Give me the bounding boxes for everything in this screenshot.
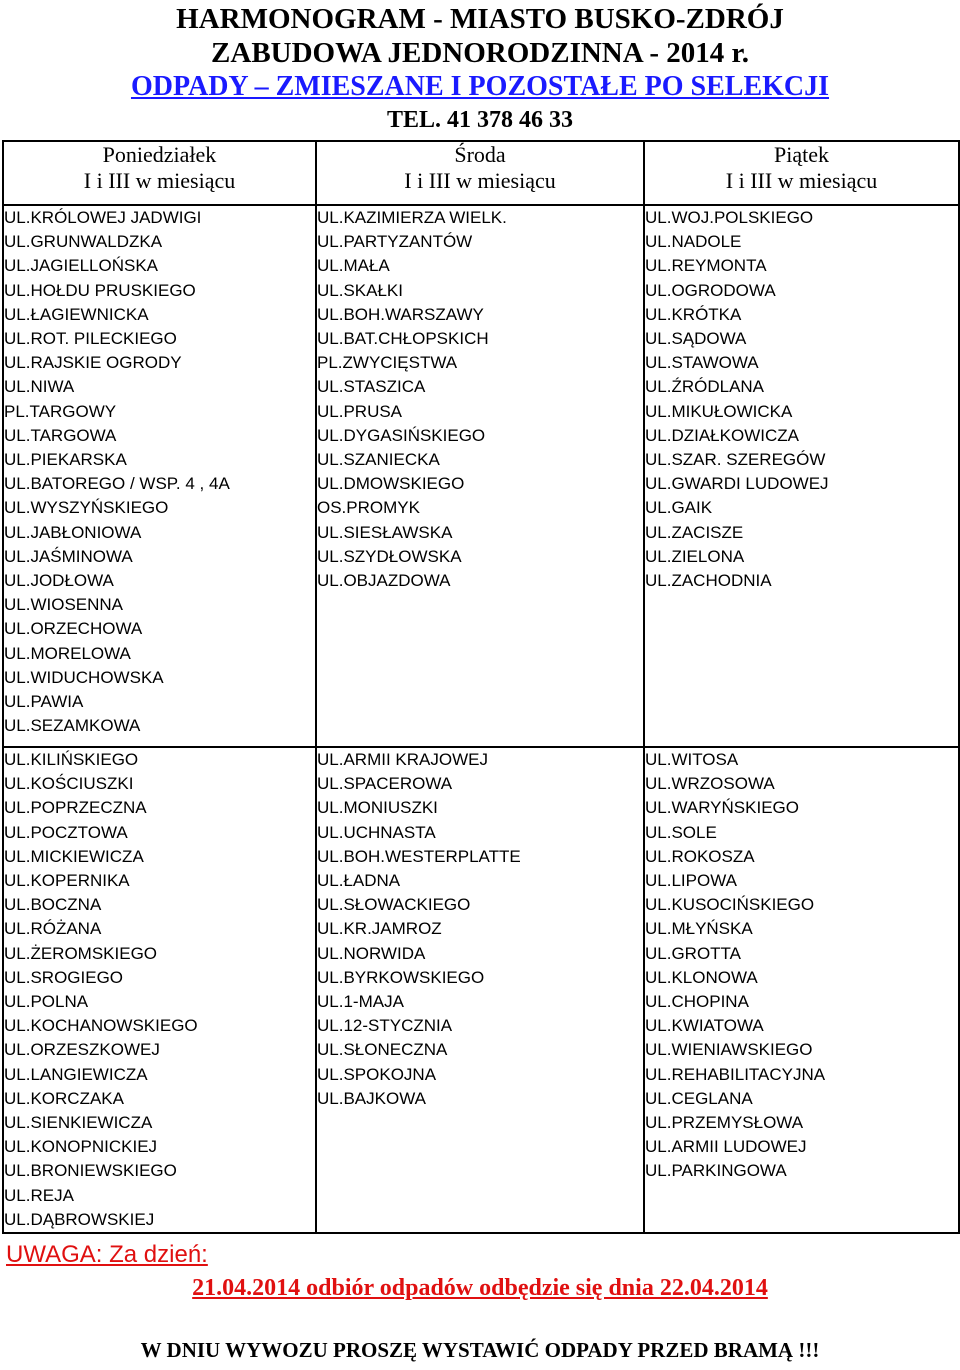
street-name: UL.ŁAGIEWNICKA — [4, 304, 149, 324]
schedule-table — [2, 140, 960, 1234]
column-header-wednesday — [316, 141, 644, 205]
street-name: UL.BOH.WESTERPLATTE — [317, 846, 521, 866]
street-name: UL.ROT. PILECKIEGO — [4, 329, 177, 349]
street-name: UL.DĄBROWSKIEJ — [4, 1209, 155, 1229]
day-name: Środa — [454, 142, 506, 167]
street-name: UL.JAŚMINOWA — [4, 546, 133, 566]
street-name: UL.KUSOCIŃSKIEGO — [645, 895, 815, 915]
column-header-friday — [644, 141, 959, 205]
street-name: UL.WIENIAWSKIEGO — [645, 1040, 813, 1060]
street-name: UL.KONOPNICKIEJ — [4, 1137, 158, 1157]
frequency-label: I i III w miesiącu — [404, 168, 556, 193]
street-name: UL.OBJAZDOWA — [317, 571, 451, 591]
street-name: UL.ŁADNA — [317, 871, 401, 891]
street-name: UL.ŻEROMSKIEGO — [4, 943, 158, 963]
street-name: UL.HOŁDU PRUSKIEGO — [4, 280, 196, 300]
street-name: UL.CEGLANA — [645, 1088, 753, 1108]
street-name: UL.SPACEROWA — [317, 774, 453, 794]
street-name: UL.ZACHODNIA — [645, 571, 772, 591]
street-name: UL.KOPERNIKA — [4, 871, 130, 891]
street-name: UL.12-STYCZNIA — [317, 1016, 453, 1036]
street-name: OS.PROMYK — [317, 498, 420, 518]
street-name: UL.STASZICA — [317, 377, 426, 397]
street-name: UL.NIWA — [4, 377, 75, 397]
phone-number: TEL. 41 378 46 33 — [386, 107, 574, 133]
street-name: UL.SZYDŁOWSKA — [317, 546, 462, 566]
street-name: UL.ORZECHOWA — [4, 619, 143, 639]
street-name: PL.ZWYCIĘSTWA — [317, 353, 458, 373]
street-name: UL.POCZTOWA — [4, 822, 128, 842]
street-name: UL.OGRODOWA — [645, 280, 776, 300]
street-name: UL.ZACISZE — [645, 522, 744, 542]
street-name: UL.WIOSENNA — [4, 595, 124, 615]
street-name: UL.BOH.WARSZAWY — [317, 304, 484, 324]
street-name: UL.TARGOWA — [4, 425, 117, 445]
footer-instruction: W DNIU WYWOZU PROSZĘ WYSTAWIĆ ODPADY PRZED BRAMĄ !!! — [140, 1338, 820, 1362]
street-name: UL.LANGIEWICZA — [4, 1064, 148, 1084]
street-name: UL.PARTYZANTÓW — [317, 232, 473, 252]
street-name: UL.RÓŻANA — [4, 919, 102, 939]
street-name: UL.KRÓTKA — [645, 304, 742, 324]
street-name: UL.KOCHANOWSKIEGO — [4, 1016, 198, 1036]
street-name: UL.JABŁONIOWA — [4, 522, 142, 542]
street-list-friday — [644, 205, 959, 747]
street-name: UL.RAJSKIE OGRODY — [4, 353, 182, 373]
notice-date-change: 21.04.2014 odbiór odpadów odbędzie się dnia 22.04.2014 — [192, 1275, 768, 1301]
street-name: UL.MONIUSZKI — [317, 798, 438, 818]
street-name: UL.WOJ.POLSKIEGO — [645, 208, 814, 227]
street-name: UL.MORELOWA — [4, 643, 131, 663]
street-name: UL.CHOPINA — [645, 992, 749, 1012]
street-name: UL.PRUSA — [317, 401, 403, 421]
street-name: UL.SROGIEGO — [4, 967, 124, 987]
street-name: UL.SEZAMKOWA — [4, 716, 141, 736]
street-name: UL.POLNA — [4, 992, 89, 1012]
street-name: UL.JAGIELLOŃSKA — [4, 256, 159, 276]
street-list-wednesday — [316, 205, 644, 747]
street-name: UL.WITOSA — [645, 750, 739, 769]
table-header-row — [3, 141, 959, 205]
page-title: HARMONOGRAM - MIASTO BUSKO-ZDRÓJ — [176, 3, 784, 35]
street-name: UL.MIKUŁOWICKA — [645, 401, 793, 421]
street-name: UL.BAJKOWA — [317, 1088, 426, 1108]
street-name: UL.DMOWSKIEGO — [317, 474, 465, 494]
street-name: UL.SŁOWACKIEGO — [317, 895, 471, 915]
street-name: UL.KORCZAKA — [4, 1088, 124, 1108]
page-subtitle: ZABUDOWA JEDNORODZINNA - 2014 r. — [211, 37, 749, 69]
street-name: UL.ORZESZKOWEJ — [4, 1040, 160, 1060]
street-list-monday — [3, 747, 316, 1233]
street-name: UL.WIDUCHOWSKA — [4, 667, 164, 687]
street-name: UL.ARMII KRAJOWEJ — [317, 750, 488, 769]
street-name: UL.REJA — [4, 1185, 74, 1205]
street-name: UL.NADOLE — [645, 232, 742, 252]
street-name: UL.GROTTA — [645, 943, 742, 963]
street-name: UL.BYRKOWSKIEGO — [317, 967, 485, 987]
street-name: UL.KWIATOWA — [645, 1016, 764, 1036]
street-name: UL.SIENKIEWICZA — [4, 1113, 153, 1133]
day-name: Piątek — [774, 142, 829, 167]
street-name: UL.KILIŃSKIEGO — [4, 750, 139, 769]
street-name: UL.KOŚCIUSZKI — [4, 774, 134, 794]
street-name: UL.GRUNWALDZKA — [4, 232, 163, 252]
street-name: UL.MAŁA — [317, 256, 390, 276]
street-list-friday — [644, 747, 959, 1233]
street-name: UL.SOLE — [645, 822, 717, 842]
street-name: PL.TARGOWY — [4, 401, 117, 421]
street-name: UL.WARYŃSKIEGO — [645, 798, 799, 818]
street-name: UL.DYGASIŃSKIEGO — [317, 425, 486, 445]
waste-type-heading: ODPADY – ZMIESZANE I POZOSTAŁE PO SELEKCJI — [130, 71, 830, 102]
street-name: UL.ZIELONA — [645, 546, 745, 566]
street-name: UL.REHABILITACYJNA — [645, 1064, 826, 1084]
street-name: UL.KAZIMIERZA WIELK. — [317, 208, 507, 227]
street-list-wednesday — [316, 747, 644, 1233]
street-name: UL.BOCZNA — [4, 895, 102, 915]
street-name: UL.DZIAŁKOWICZA — [645, 425, 799, 445]
street-name: UL.ARMII LUDOWEJ — [645, 1137, 807, 1157]
street-name: UL.SZAR. SZEREGÓW — [645, 450, 826, 470]
street-name: UL.WRZOSOWA — [645, 774, 775, 794]
street-name: UL.MICKIEWICZA — [4, 846, 144, 866]
street-name: UL.KLONOWA — [645, 967, 758, 987]
street-name: UL.BRONIEWSKIEGO — [4, 1161, 177, 1181]
street-name: UL.ŹRÓDLANA — [645, 377, 765, 397]
column-header-monday — [3, 141, 316, 205]
street-name: UL.SĄDOWA — [645, 329, 747, 349]
street-name: UL.KRÓLOWEJ JADWIGI — [4, 208, 202, 227]
street-name: UL.UCHNASTA — [317, 822, 436, 842]
schedule-row-2 — [3, 747, 959, 1233]
street-name: UL.SIESŁAWSKA — [317, 522, 453, 542]
street-name: UL.PIEKARSKA — [4, 450, 127, 470]
street-name: UL.GAIK — [645, 498, 713, 518]
street-name: UL.PRZEMYSŁOWA — [645, 1113, 804, 1133]
frequency-label: I i III w miesiącu — [725, 168, 878, 193]
street-name: UL.POPRZECZNA — [4, 798, 147, 818]
street-name: UL.JODŁOWA — [4, 571, 114, 591]
street-name: UL.SKAŁKI — [317, 280, 403, 300]
street-name: UL.WYSZYŃSKIEGO — [4, 498, 169, 518]
street-name: UL.REYMONTA — [645, 256, 767, 276]
street-name: UL.MŁYŃSKA — [645, 919, 753, 939]
notice-label: UWAGA: Za dzień: — [6, 1241, 208, 1268]
street-name: UL.LIPOWA — [645, 871, 737, 891]
frequency-label: I i III w miesiącu — [83, 168, 236, 193]
day-name: Poniedziałek — [102, 142, 217, 167]
street-name: UL.SPOKOJNA — [317, 1064, 437, 1084]
street-name: UL.ROKOSZA — [645, 846, 755, 866]
street-name: UL.NORWIDA — [317, 943, 426, 963]
street-name: UL.SZANIECKA — [317, 450, 440, 470]
street-name: UL.GWARDI LUDOWEJ — [645, 474, 829, 494]
street-name: UL.STAWOWA — [645, 353, 759, 373]
street-name: UL.PAWIA — [4, 692, 84, 712]
street-name: UL.BATOREGO / WSP. 4 , 4A — [4, 474, 230, 494]
street-name: UL.PARKINGOWA — [645, 1161, 787, 1181]
street-name: UL.BAT.CHŁOPSKICH — [317, 329, 489, 349]
street-name: UL.1-MAJA — [317, 992, 404, 1012]
street-name: UL.SŁONECZNA — [317, 1040, 448, 1060]
schedule-row-1 — [3, 205, 959, 747]
street-list-monday — [3, 205, 316, 747]
street-name: UL.KR.JAMROZ — [317, 919, 442, 939]
